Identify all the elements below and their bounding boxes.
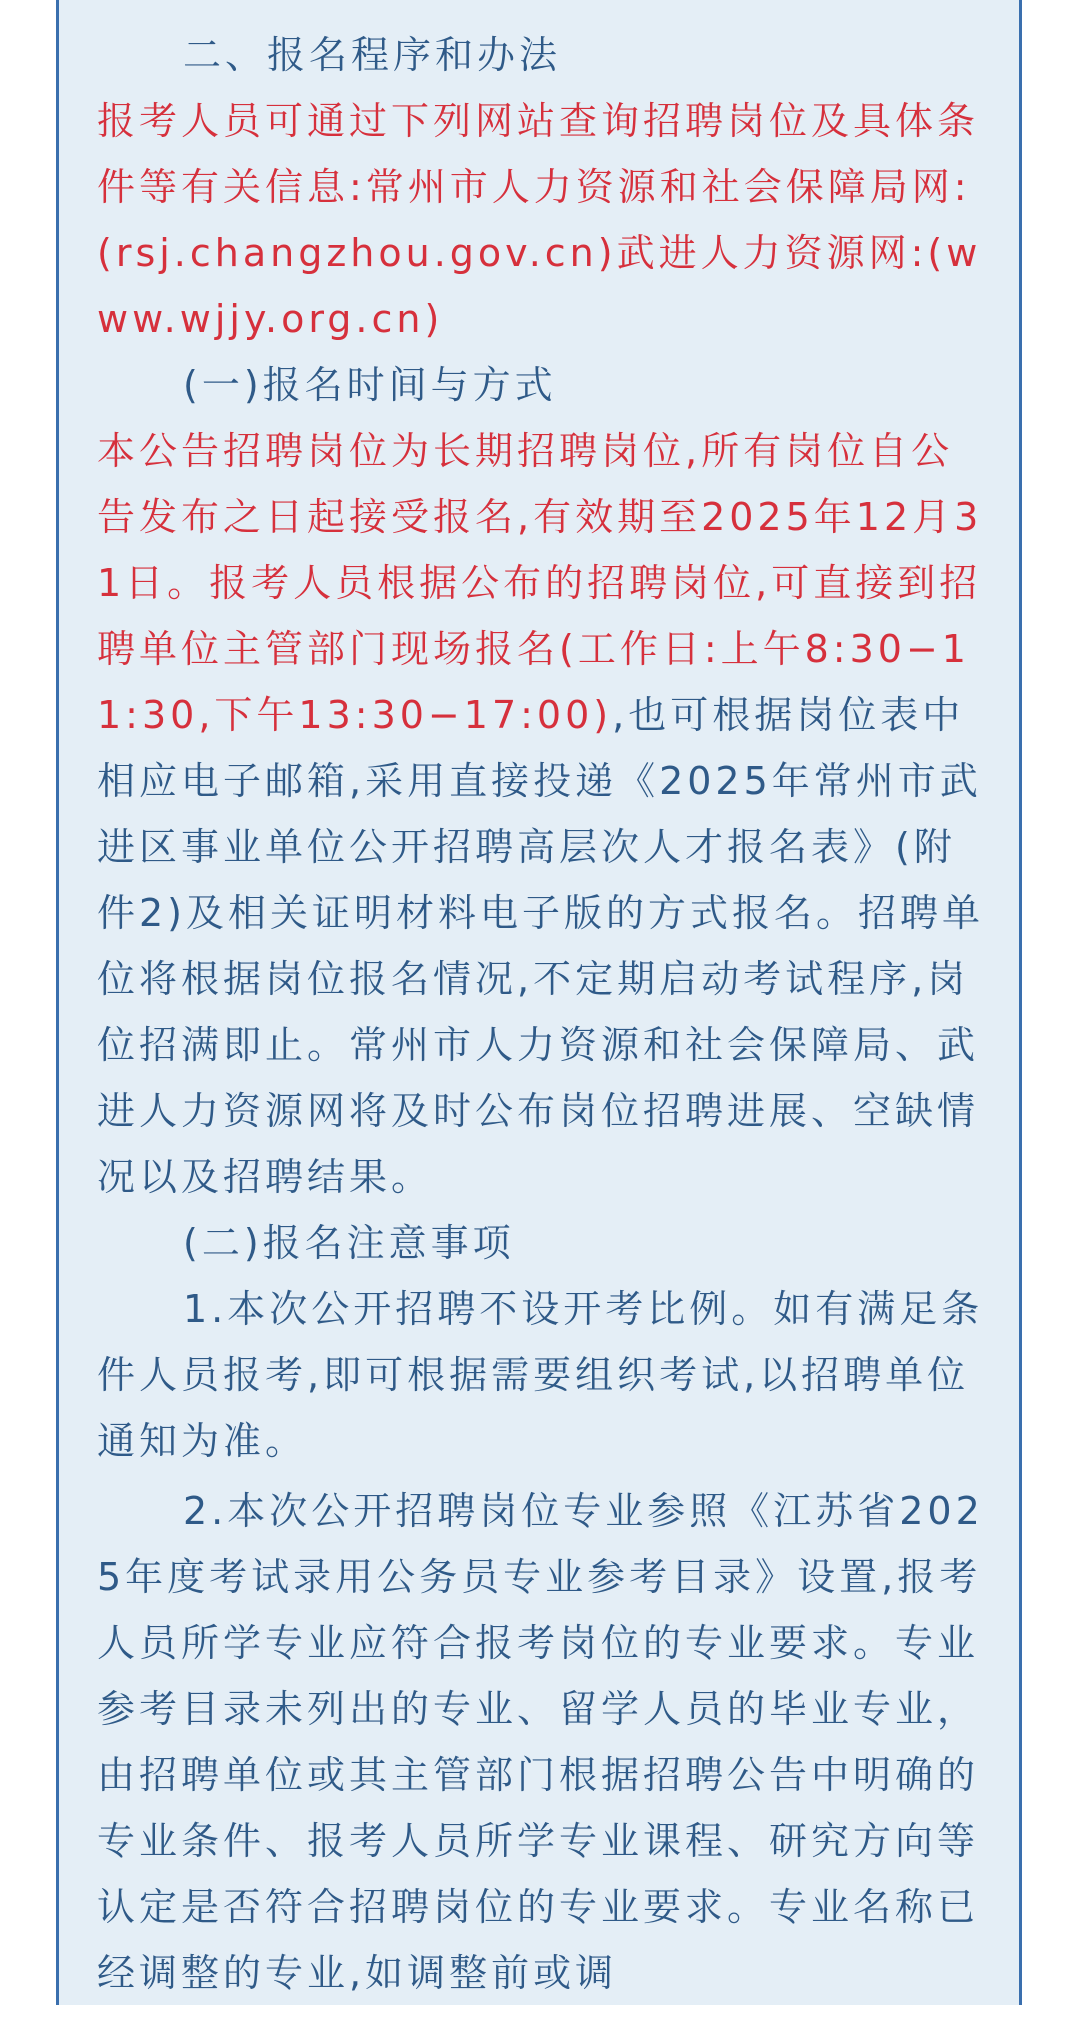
section-heading: 二、报名程序和办法: [183, 33, 562, 77]
subsection-title-2: (二)报名注意事项: [183, 1221, 515, 1265]
note-item-1: 1.本次公开招聘不设开考比例。如有满足条件人员报考,即可根据需要组织考试,以招聘单位通知为准。: [97, 1287, 984, 1463]
signup-paragraph: [97, 418, 987, 1210]
subsection-title-1: (一)报名时间与方式: [183, 363, 557, 407]
article-body: [97, 22, 987, 2006]
signup-paragraph-red: 本公告招聘岗位为长期招聘岗位,所有岗位自公告发布之日起接受报名,有效期至2025年12月31日。报考人员根据公布的招聘岗位,可直接到招聘单位主管部门现场报名(工作日:上午8:30−11:30,下午13:30−17:00): [97, 429, 983, 737]
intro-paragraph: 报考人员可通过下列网站查询招聘岗位及具体条件等有关信息:常州市人力资源和社会保障局网:(rsj.changzhou.gov.cn)武进人力资源网:(www.wjjy.org.cn): [97, 99, 982, 341]
note-item-2: 2.本次公开招聘岗位专业参照《江苏省2025年度考试录用公务员专业参考目录》设置,报考人员所学专业应符合报考岗位的专业要求。专业参考目录未列出的专业、留学人员的毕业专业，由招聘单位或其主管部门根据招聘公告中明确的专业条件、报考人员所学专业课程、研究方向等认定是否符合招聘岗位的专业要求。专业名称已经调整的专业,如调整前或调: [97, 1489, 984, 1995]
signup-paragraph-blue: ,也可根据岗位表中相应电子邮箱,采用直接投递《2025年常州市武进区事业单位公开招聘高层次人才报名表》(附件2)及相关证明材料电子版的方式报名。招聘单位将根据岗位报名情况,不定期启动考试程序,岗位招满即止。常州市人力资源和社会保障局、武进人力资源网将及时公布岗位招聘进展、空缺情况以及招聘结果。: [97, 693, 985, 1199]
